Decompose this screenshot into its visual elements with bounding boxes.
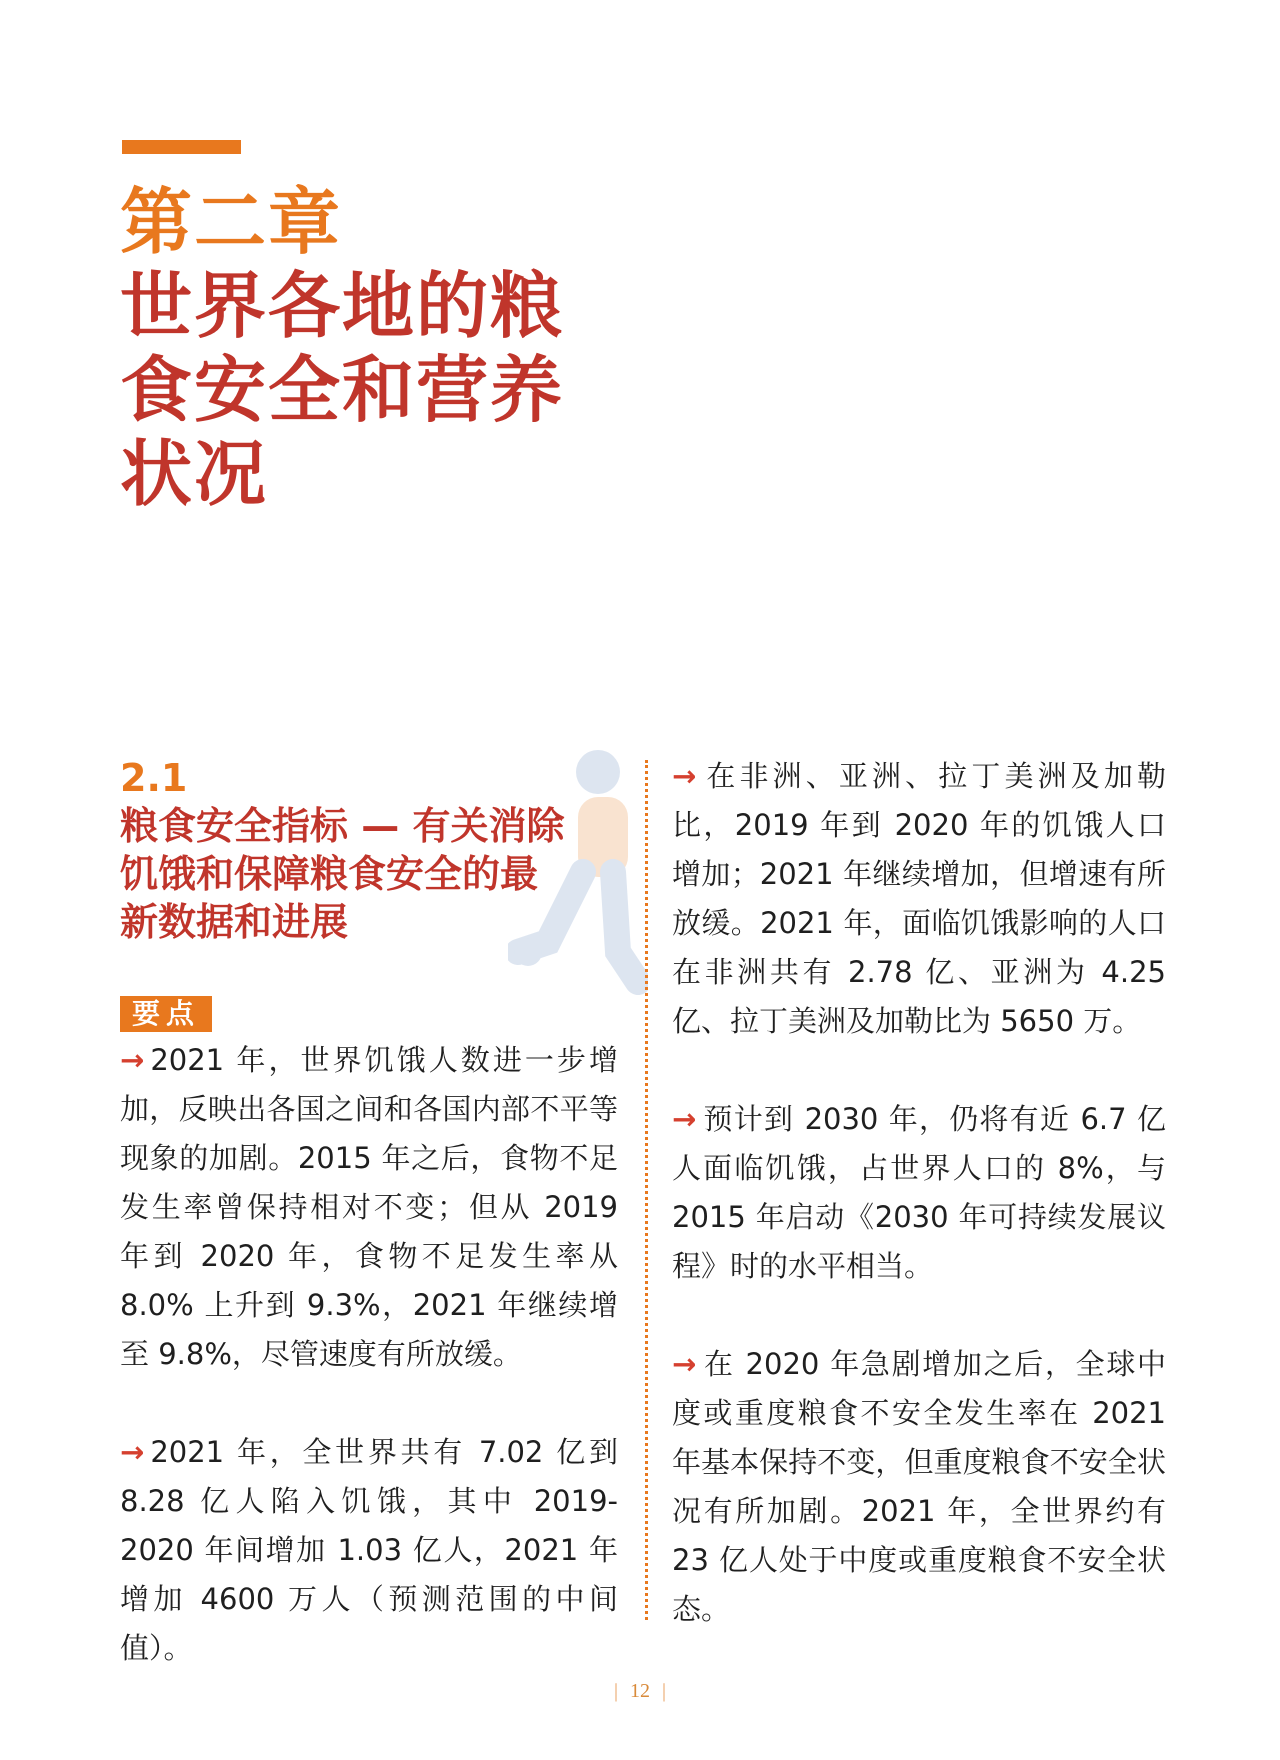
key-point-paragraph: [672, 1095, 1166, 1291]
section-title-line: 新数据和进展: [120, 900, 349, 944]
page-number-separator: |: [613, 1680, 618, 1702]
key-point-paragraph: [120, 1036, 618, 1379]
arrow-right-icon: →: [672, 759, 697, 793]
key-points-badge: 要点: [120, 996, 212, 1032]
chapter-accent-bar: [122, 140, 241, 154]
section-title-line: 粮食安全指标 — 有关消除: [120, 804, 565, 848]
chapter-title-line: 状况: [120, 432, 269, 516]
page-number-value: 12: [630, 1680, 650, 1702]
key-point-text: 预计到 2030 年，仍将有近 6.7 亿人面临饥饿，占世界人口的 8%，与 2015 年启动《2030 年可持续发展议程》时的水平相当。: [672, 1102, 1166, 1283]
arrow-right-icon: →: [120, 1043, 145, 1077]
key-point-paragraph: [120, 1428, 618, 1673]
chapter-title-line: 食安全和营养: [120, 348, 565, 432]
right-column: [672, 752, 1166, 1683]
arrow-right-icon: →: [120, 1435, 145, 1469]
page-number: [0, 1680, 1280, 1703]
arrow-right-icon: →: [672, 1102, 697, 1136]
chapter-label: 第二章: [120, 180, 343, 264]
left-column: [120, 1036, 618, 1722]
page-number-separator: |: [662, 1680, 667, 1702]
key-point-text: 在 2020 年急剧增加之后，全球中度或重度粮食不安全发生率在 2021 年基本保持不变，但重度粮食不安全状况有所加剧。2021 年，全世界约有 23 亿人处于中度或重度粮食不安全状态。: [672, 1347, 1166, 1626]
key-point-text: 2021 年，世界饥饿人数进一步增加，反映出各国之间和各国内部不平等现象的加剧。2015 年之后，食物不足发生率曾保持相对不变；但从 2019 年到 2020 年，食物不足发生率从 8.0% 上升到 9.3%，2021 年继续增至 9.8%，尽管速度有所放缓。: [120, 1043, 618, 1371]
arrow-right-icon: →: [672, 1347, 697, 1381]
section-title: [120, 802, 640, 946]
key-point-text: 在非洲、亚洲、拉丁美洲及加勒比，2019 年到 2020 年的饥饿人口增加；2021 年继续增加，但增速有所放缓。2021 年，面临饥饿影响的人口在非洲共有 2.78 亿、亚洲为 4.25 亿、拉丁美洲及加勒比为 5650 万。: [672, 759, 1166, 1038]
chapter-title-line: 世界各地的粮: [120, 264, 565, 348]
section-title-line: 饥饿和保障粮食安全的最: [120, 852, 539, 896]
key-point-paragraph: [672, 752, 1166, 1046]
key-point-paragraph: [672, 1340, 1166, 1634]
column-divider: [645, 760, 648, 1620]
section-number: 2.1: [120, 756, 188, 800]
key-point-text: 2021 年，全世界共有 7.02 亿到 8.28 亿人陷入饥饿，其中 2019-2020 年间增加 1.03 亿人，2021 年增加 4600 万人（预测范围的中间值）。: [120, 1435, 618, 1665]
chapter-title: [120, 264, 620, 516]
